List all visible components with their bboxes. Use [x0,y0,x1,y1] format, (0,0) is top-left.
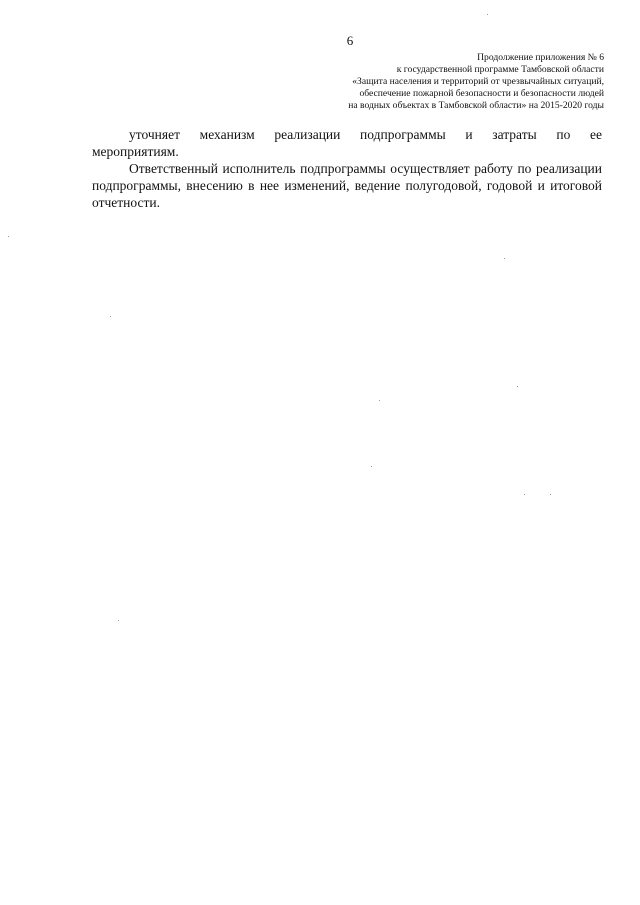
appendix-header-line: обеспечение пожарной безопасности и безопасности людей [359,88,604,99]
paragraph-responsible-executor: Ответственный исполнитель подпрограммы осуществляет работу по реализации подпрограммы, внесению в нее изменений, ведение полугодовой, годовой и итоговой отчетности. [92,161,602,210]
page-number: 6 [346,33,354,48]
scan-speck [8,236,9,237]
scan-speck [524,494,525,495]
paragraph-continuation: уточняет механизм реализации подпрограммы и затраты по ее мероприятиям. [92,127,602,159]
scan-speck [487,14,488,15]
appendix-header-line: Продолжение приложения № 6 [477,52,604,63]
appendix-header-line: к государственной программе Тамбовской области [396,64,604,75]
scan-speck [379,400,380,401]
scan-speck [371,466,372,467]
appendix-header-line: на водных объектах в Тамбовской области» на 2015-2020 годы [348,100,604,111]
scan-speck [550,494,551,495]
scan-speck [504,258,505,259]
appendix-header-line: «Защита населения и территорий от чрезвычайных ситуаций, [352,76,604,87]
scan-speck [517,386,518,387]
appendix-header [304,52,604,112]
scan-speck [110,316,111,317]
scan-speck [118,620,119,621]
body-text [92,126,602,211]
